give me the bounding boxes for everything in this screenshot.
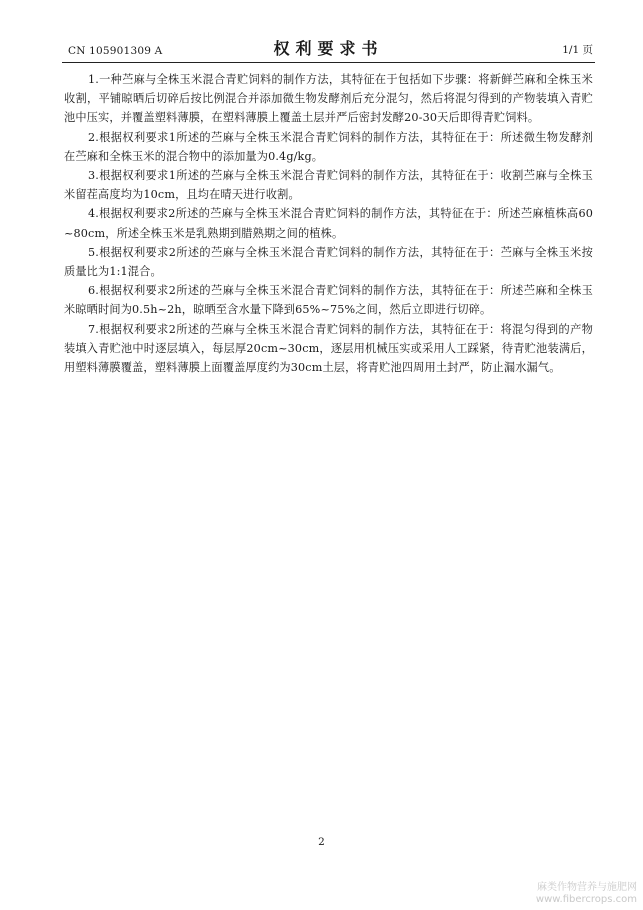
page-count: 1/1 页 xyxy=(562,44,593,56)
claim-3: 3.根据权利要求1所述的苎麻与全株玉米混合青贮饲料的制作方法，其特征在于：收割苎麻与全株玉米留茬高度均为10cm，且均在晴天进行收割。 xyxy=(64,169,593,202)
publication-number: CN 105901309 A xyxy=(68,45,163,57)
claims-section xyxy=(64,70,593,377)
claim-7: 7.根据权利要求2所述的苎麻与全株玉米混合青贮饲料的制作方法，其特征在于：将混匀得到的产物装填入青贮池中时逐层填入，每层厚20cm~30cm，逐层用机械压实或采用人工踩紧，待青贮池装满后，用塑料薄膜覆盖，塑料薄膜上面覆盖厚度约为30cm土层，将青贮池四周用土封严，防止漏水漏气。 xyxy=(64,322,593,375)
watermark-site-name: 麻类作物营养与施肥网 xyxy=(537,882,637,893)
watermark-url: www.fibercrops.com xyxy=(535,894,637,905)
page-number: 2 xyxy=(318,836,325,848)
watermark xyxy=(536,882,637,906)
document-title: 权利要求书 xyxy=(273,39,384,58)
claim-2: 2.根据权利要求1所述的苎麻与全株玉米混合青贮饲料的制作方法，其特征在于：所述微生物发酵剂在苎麻和全株玉米的混合物中的添加量为0.4g/kg。 xyxy=(64,130,593,163)
claim-1: 1.一种苎麻与全株玉米混合青贮饲料的制作方法，其特征在于包括如下步骤：将新鲜苎麻和全株玉米收割，平铺晾晒后切碎后按比例混合并添加微生物发酵剂后充分混匀，然后将混匀得到的产物装填入青贮池中压实，并覆盖塑料薄膜，在塑料薄膜上覆盖土层并严后密封发酵20-30天后即得青贮饲料。 xyxy=(64,73,593,125)
claim-6: 6.根据权利要求2所述的苎麻与全株玉米混合青贮饲料的制作方法，其特征在于：所述苎麻和全株玉米晾晒时间为0.5h~2h，晾晒至含水量下降到65%~75%之间，然后立即进行切碎。 xyxy=(64,284,593,317)
claim-5: 5.根据权利要求2所述的苎麻与全株玉米混合青贮饲料的制作方法，其特征在于：苎麻与全株玉米按质量比为1:1混合。 xyxy=(64,245,593,279)
claim-4: 4.根据权利要求2所述的苎麻与全株玉米混合青贮饲料的制作方法，其特征在于：所述苎麻植株高60 ~80cm，所述全株玉米是乳熟期到腊熟期之间的植株。 xyxy=(64,207,593,240)
document-header xyxy=(62,34,595,63)
